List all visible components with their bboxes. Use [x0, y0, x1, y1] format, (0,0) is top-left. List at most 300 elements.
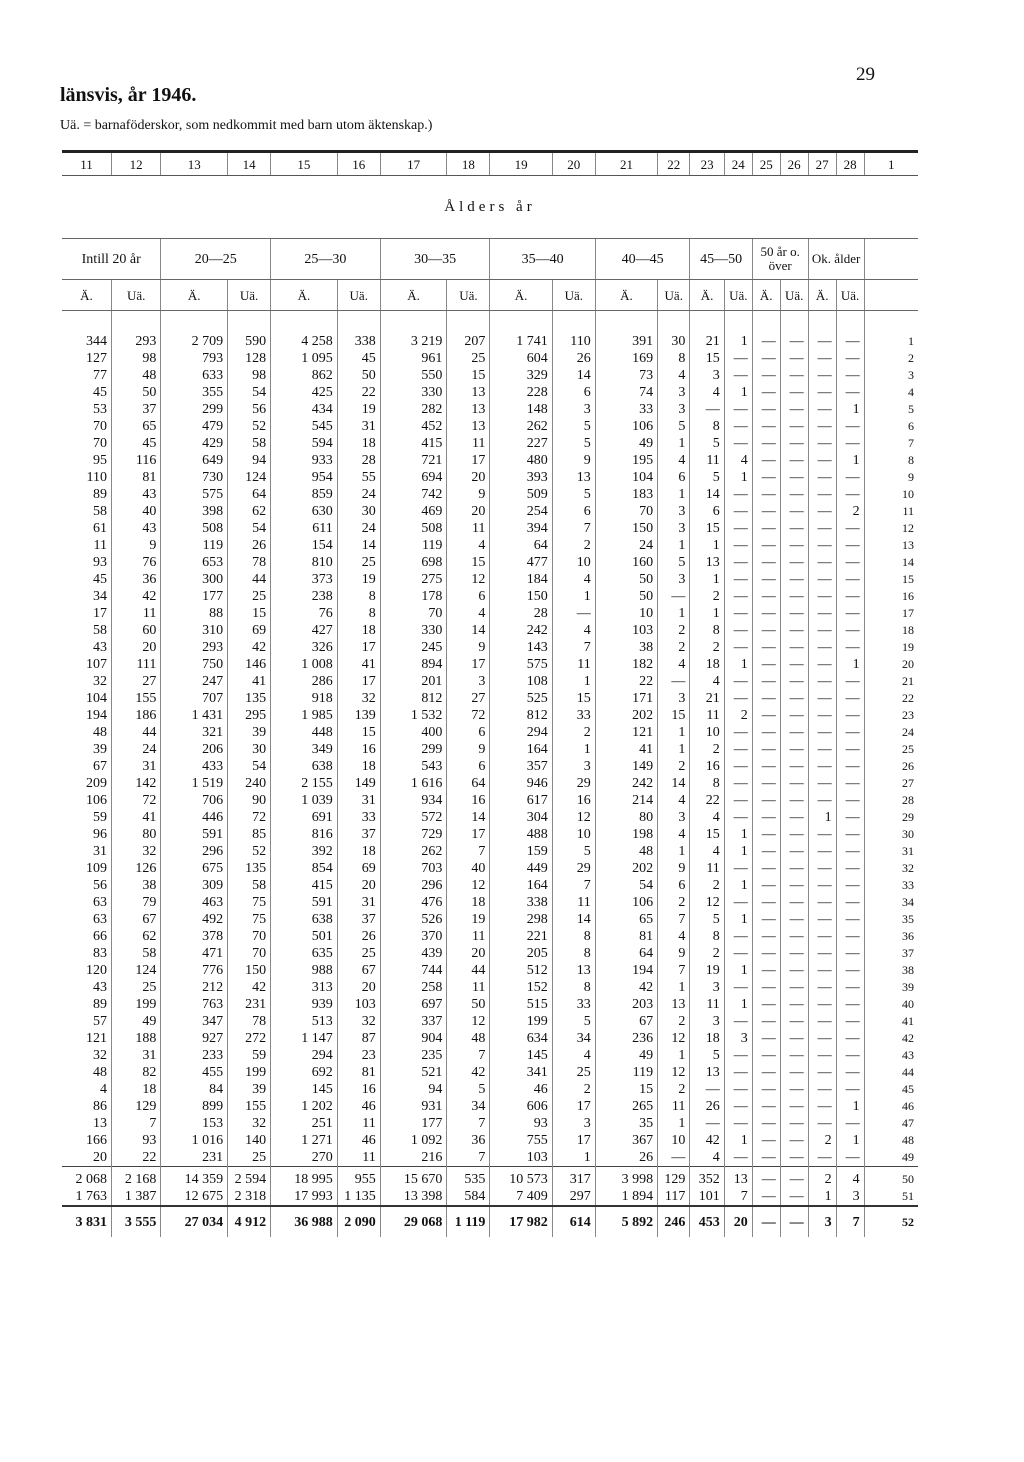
table-cell: 617 — [490, 792, 552, 809]
table-cell: 205 — [490, 945, 552, 962]
table-cell: 477 — [490, 554, 552, 571]
table-cell: 142 — [111, 775, 160, 792]
table-cell: — — [808, 962, 836, 979]
table-cell: — — [780, 707, 808, 724]
table-row — [62, 1081, 918, 1098]
table-cell: 127 — [85, 351, 107, 366]
table-cell: 14 — [337, 537, 380, 554]
table-cell: — — [836, 826, 864, 843]
table-cell: — — [836, 435, 864, 452]
table-cell: 776 — [161, 962, 228, 979]
table-cell: 18 995 — [271, 1167, 338, 1189]
row-number: 18 — [864, 622, 918, 639]
table-cell: 32 — [111, 843, 160, 860]
table-cell: — — [808, 928, 836, 945]
table-cell: 9 — [447, 741, 490, 758]
table-cell: 104 — [85, 691, 107, 706]
table-cell: 54 — [228, 758, 271, 775]
table-cell: — — [808, 554, 836, 571]
table-cell: 11 — [111, 605, 160, 622]
table-cell: — — [836, 1030, 864, 1047]
table-cell: 245 — [380, 639, 447, 656]
table-cell: 439 — [380, 945, 447, 962]
table-cell: 76 — [271, 605, 338, 622]
table-cell: 590 — [228, 333, 271, 350]
table-cell: 810 — [271, 554, 338, 571]
table-cell: 12 — [658, 1030, 690, 1047]
table-cell: 3 998 — [595, 1167, 657, 1189]
table-cell: 42 — [447, 1064, 490, 1081]
table-cell: — — [836, 894, 864, 911]
table-cell: 198 — [595, 826, 657, 843]
table-cell: — — [752, 1115, 780, 1132]
table-cell: 42 — [690, 1132, 724, 1149]
table-row — [62, 588, 918, 605]
table-cell: 4 — [552, 622, 595, 639]
alder-header: Ålders år — [62, 176, 918, 239]
table-cell: 4 — [552, 1047, 595, 1064]
table-cell: 18 — [337, 622, 380, 639]
table-cell: 75 — [228, 911, 271, 928]
table-cell: 139 — [337, 707, 380, 724]
table-cell: 5 — [658, 418, 690, 435]
table-cell: — — [808, 367, 836, 384]
table-cell: — — [780, 979, 808, 996]
row-number: 46 — [864, 1098, 918, 1115]
table-cell: — — [752, 1149, 780, 1167]
table-cell: 2 — [808, 1167, 836, 1189]
table-cell: 572 — [380, 809, 447, 826]
table-cell: 37 — [111, 401, 160, 418]
table-cell: 54 — [228, 520, 271, 537]
row-number: 8 — [864, 452, 918, 469]
table-cell: 453 — [690, 1206, 724, 1237]
table-cell: 17 — [447, 452, 490, 469]
table-cell: 391 — [595, 333, 657, 350]
table-cell: — — [836, 1047, 864, 1064]
table-cell: 155 — [111, 690, 160, 707]
table-cell: 448 — [271, 724, 338, 741]
table-cell: 48 — [595, 843, 657, 860]
table-cell: 3 — [447, 673, 490, 690]
table-cell: 25 — [337, 554, 380, 571]
table-cell: 93 — [490, 1115, 552, 1132]
table-cell: — — [752, 588, 780, 605]
age-group-header: 30—35 — [380, 239, 490, 280]
table-cell: 1 119 — [447, 1206, 490, 1237]
table-cell: 32 — [92, 674, 107, 689]
table-cell: — — [724, 401, 752, 418]
table-cell: — — [836, 877, 864, 894]
table-cell: — — [836, 758, 864, 775]
table-cell: 3 — [552, 1115, 595, 1132]
table-cell: 1 — [836, 1132, 864, 1149]
table-cell: — — [780, 1064, 808, 1081]
table-cell: 15 — [658, 707, 690, 724]
table-cell: — — [752, 384, 780, 401]
table-cell: 41 — [111, 809, 160, 826]
table-cell: 927 — [161, 1030, 228, 1047]
table-cell: 143 — [490, 639, 552, 656]
age-group-header: 40—45 — [595, 239, 690, 280]
table-cell: 12 — [658, 1064, 690, 1081]
table-cell: 1 — [808, 809, 836, 826]
table-row — [62, 843, 918, 860]
table-cell: — — [752, 1132, 780, 1149]
table-row — [62, 792, 918, 809]
table-cell: 126 — [111, 860, 160, 877]
table-cell: 145 — [271, 1081, 338, 1098]
row-number: 7 — [864, 435, 918, 452]
table-cell: 153 — [161, 1115, 228, 1132]
table-cell: 58 — [92, 623, 107, 638]
table-cell: 370 — [380, 928, 447, 945]
table-cell: 9 — [658, 945, 690, 962]
table-cell: 26 — [690, 1098, 724, 1115]
row-number-header — [864, 239, 918, 280]
table-cell: — — [808, 1030, 836, 1047]
table-cell: 195 — [595, 452, 657, 469]
table-cell: — — [808, 622, 836, 639]
table-cell: 8 — [690, 928, 724, 945]
table-cell: — — [780, 503, 808, 520]
table-row — [62, 520, 918, 537]
table-cell: — — [780, 656, 808, 673]
table-cell: 2 — [808, 1132, 836, 1149]
table-cell: — — [780, 418, 808, 435]
table-cell: 1 — [724, 469, 752, 486]
table-cell: 76 — [111, 554, 160, 571]
table-row — [62, 1013, 918, 1030]
table-cell: 24 — [111, 741, 160, 758]
table-cell: 3 219 — [380, 333, 447, 350]
table-cell: 1 985 — [271, 707, 338, 724]
table-cell: 206 — [161, 741, 228, 758]
table-cell: — — [836, 554, 864, 571]
table-cell: 4 912 — [228, 1206, 271, 1237]
table-cell: 80 — [111, 826, 160, 843]
row-number: 30 — [864, 826, 918, 843]
table-cell: — — [724, 1013, 752, 1030]
table-cell: — — [808, 775, 836, 792]
row-number: 34 — [864, 894, 918, 911]
table-cell: 6 — [690, 503, 724, 520]
table-cell: 604 — [490, 350, 552, 367]
table-cell: 293 — [111, 333, 160, 350]
table-cell: 2 — [658, 1081, 690, 1098]
subheader-row — [62, 280, 918, 311]
table-cell: 46 — [337, 1098, 380, 1115]
table-cell: — — [752, 911, 780, 928]
table-cell: — — [780, 1149, 808, 1167]
table-cell: 367 — [595, 1132, 657, 1149]
table-cell: 32 — [337, 1013, 380, 1030]
row-number: 12 — [864, 520, 918, 537]
table-cell: 392 — [271, 843, 338, 860]
table-row — [62, 1167, 918, 1189]
table-cell: 697 — [380, 996, 447, 1013]
table-cell: 39 — [228, 724, 271, 741]
table-cell: 45 — [92, 572, 107, 587]
spacer-cell — [780, 311, 808, 334]
table-cell: — — [808, 792, 836, 809]
subheader: Ä. — [490, 280, 552, 311]
table-row — [62, 622, 918, 639]
table-cell: 270 — [271, 1149, 338, 1167]
table-cell: 25 — [447, 350, 490, 367]
table-cell: 1 — [658, 979, 690, 996]
table-cell: 17 993 — [271, 1188, 338, 1206]
table-cell: 89 — [92, 487, 107, 502]
table-cell: 1 008 — [271, 656, 338, 673]
table-cell: 171 — [595, 690, 657, 707]
table-cell: 591 — [271, 894, 338, 911]
table-cell: 212 — [161, 979, 228, 996]
table-cell: — — [808, 1098, 836, 1115]
table-cell: 816 — [271, 826, 338, 843]
table-cell: — — [808, 1064, 836, 1081]
table-cell: 1 741 — [490, 333, 552, 350]
table-cell: 201 — [380, 673, 447, 690]
table-cell: — — [752, 1098, 780, 1115]
table-cell: 918 — [271, 690, 338, 707]
table-cell: 254 — [490, 503, 552, 520]
table-cell: — — [808, 452, 836, 469]
table-cell: 1 — [658, 1115, 690, 1132]
table-cell: — — [780, 1030, 808, 1047]
table-cell: 3 — [552, 758, 595, 775]
table-cell: — — [724, 622, 752, 639]
table-cell: 2 — [690, 877, 724, 894]
table-cell: — — [780, 996, 808, 1013]
row-number: 17 — [864, 605, 918, 622]
table-cell: 13 — [447, 418, 490, 435]
table-cell: — — [752, 1030, 780, 1047]
table-cell: 106 — [85, 793, 107, 808]
table-cell: — — [780, 605, 808, 622]
table-cell: 21 — [690, 690, 724, 707]
table-cell: 1 — [552, 1149, 595, 1167]
table-cell: 3 — [658, 503, 690, 520]
table-cell: — — [836, 384, 864, 401]
table-cell: 1 095 — [271, 350, 338, 367]
table-cell: 80 — [595, 809, 657, 826]
table-cell: 1 — [658, 486, 690, 503]
table-cell: 38 — [111, 877, 160, 894]
table-cell: 41 — [595, 741, 657, 758]
table-cell: 2 — [690, 639, 724, 656]
table-cell: 38 — [595, 639, 657, 656]
table-cell: — — [836, 775, 864, 792]
table-cell: — — [836, 486, 864, 503]
table-cell: 93 — [92, 555, 107, 570]
table-cell: 14 — [552, 367, 595, 384]
table-cell: — — [724, 537, 752, 554]
table-cell: — — [808, 1081, 836, 1098]
table-cell: 614 — [552, 1206, 595, 1237]
table-cell: 166 — [85, 1133, 107, 1148]
table-cell: — — [780, 333, 808, 350]
table-cell: — — [836, 350, 864, 367]
table-cell: 84 — [161, 1081, 228, 1098]
row-number: 26 — [864, 758, 918, 775]
table-cell: — — [808, 1047, 836, 1064]
table-header — [62, 152, 918, 311]
table-cell: — — [752, 690, 780, 707]
table-cell: 5 — [552, 843, 595, 860]
spacer-cell — [808, 311, 836, 334]
column-number: 23 — [690, 152, 724, 176]
table-cell: 526 — [380, 911, 447, 928]
table-cell: 32 — [92, 1048, 107, 1063]
table-cell: 11 — [337, 1115, 380, 1132]
table-cell: 29 068 — [380, 1206, 447, 1237]
table-cell: 5 — [690, 911, 724, 928]
table-cell: 9 — [552, 452, 595, 469]
table-cell: 13 — [724, 1167, 752, 1189]
table-cell: 60 — [111, 622, 160, 639]
table-cell: 56 — [228, 401, 271, 418]
column-number: 19 — [490, 152, 552, 176]
table-cell: 78 — [228, 1013, 271, 1030]
table-cell: — — [724, 350, 752, 367]
table-cell: 94 — [228, 452, 271, 469]
table-row — [62, 384, 918, 401]
subheader: Uä. — [552, 280, 595, 311]
table-cell: 20 — [111, 639, 160, 656]
table-cell: 43 — [111, 486, 160, 503]
table-cell: 1 — [724, 911, 752, 928]
table-cell: 183 — [595, 486, 657, 503]
table-cell: 5 892 — [595, 1206, 657, 1237]
row-number: 24 — [864, 724, 918, 741]
table-cell: 25 — [337, 945, 380, 962]
table-cell: 95 — [92, 453, 107, 468]
table-cell: 18 — [447, 894, 490, 911]
table-cell: 1 — [836, 401, 864, 418]
table-cell: 575 — [161, 486, 228, 503]
table-cell: 313 — [271, 979, 338, 996]
age-group-header: Ok. ålder — [808, 239, 864, 280]
table-cell: 42 — [595, 979, 657, 996]
table-cell: — — [808, 673, 836, 690]
column-number: 27 — [808, 152, 836, 176]
table-cell: 1 894 — [595, 1188, 657, 1206]
table-cell: 429 — [161, 435, 228, 452]
table-cell: 5 — [552, 418, 595, 435]
column-number: 12 — [111, 152, 160, 176]
table-cell: — — [752, 979, 780, 996]
table-cell: 988 — [271, 962, 338, 979]
table-cell: — — [658, 588, 690, 605]
subheader: Uä. — [780, 280, 808, 311]
table-cell: 6 — [552, 384, 595, 401]
table-cell: 32 — [228, 1115, 271, 1132]
table-cell: 9 — [111, 537, 160, 554]
table-cell: 8 — [337, 588, 380, 605]
table-cell: 7 — [447, 843, 490, 860]
table-cell: — — [724, 571, 752, 588]
table-cell: — — [808, 435, 836, 452]
table-cell: — — [780, 401, 808, 418]
table-cell: 7 409 — [490, 1188, 552, 1206]
table-cell: — — [724, 928, 752, 945]
table-cell: — — [724, 1047, 752, 1064]
table-cell: 77 — [92, 368, 107, 383]
table-cell: 34 — [447, 1098, 490, 1115]
table-cell: — — [836, 520, 864, 537]
row-number: 41 — [864, 1013, 918, 1030]
table-cell: 59 — [228, 1047, 271, 1064]
table-cell: 703 — [380, 860, 447, 877]
table-cell: 6 — [447, 758, 490, 775]
column-number: 18 — [447, 152, 490, 176]
table-cell: 1 — [724, 996, 752, 1013]
subheader: Uä. — [111, 280, 160, 311]
table-cell: 110 — [552, 333, 595, 350]
table-cell: 6 — [658, 877, 690, 894]
table-cell: 5 — [690, 435, 724, 452]
table-cell: 425 — [271, 384, 338, 401]
table-cell: 415 — [271, 877, 338, 894]
table-cell: 3 — [658, 571, 690, 588]
table-cell: 501 — [271, 928, 338, 945]
table-cell: — — [780, 384, 808, 401]
table-cell: 488 — [490, 826, 552, 843]
row-number: 1 — [864, 333, 918, 350]
table-cell: 7 — [552, 520, 595, 537]
spacer-cell — [228, 311, 271, 334]
table-cell: 1 519 — [161, 775, 228, 792]
table-cell: 58 — [228, 435, 271, 452]
table-cell: 40 — [447, 860, 490, 877]
table-cell: 4 — [552, 571, 595, 588]
table-cell: 64 — [490, 537, 552, 554]
table-cell: 298 — [490, 911, 552, 928]
table-cell: 31 — [337, 894, 380, 911]
table-cell: 5 — [552, 1013, 595, 1030]
table-cell: 8 — [552, 979, 595, 996]
table-cell: 2 — [658, 894, 690, 911]
table-cell: 31 — [337, 418, 380, 435]
table-cell: 329 — [490, 367, 552, 384]
table-row — [62, 333, 918, 350]
table-cell: 199 — [490, 1013, 552, 1030]
table-cell: 675 — [161, 860, 228, 877]
subheader: Uä. — [337, 280, 380, 311]
table-cell: 3 — [552, 401, 595, 418]
table-cell: 750 — [161, 656, 228, 673]
table-cell: — — [752, 894, 780, 911]
table-row — [62, 877, 918, 894]
table-cell: 508 — [161, 520, 228, 537]
table-cell: 107 — [85, 657, 107, 672]
table-cell: 26 — [552, 350, 595, 367]
table-cell: 13 — [552, 469, 595, 486]
row-number-header — [864, 280, 918, 311]
column-number: 25 — [752, 152, 780, 176]
table-cell: 8 — [690, 775, 724, 792]
table-cell: — — [836, 843, 864, 860]
table-cell: 17 — [337, 673, 380, 690]
table-cell: 90 — [228, 792, 271, 809]
table-cell: 42 — [228, 979, 271, 996]
table-cell: — — [780, 622, 808, 639]
table-cell: — — [752, 928, 780, 945]
table-cell: — — [752, 418, 780, 435]
table-row — [62, 775, 918, 792]
spacer-cell — [552, 311, 595, 334]
